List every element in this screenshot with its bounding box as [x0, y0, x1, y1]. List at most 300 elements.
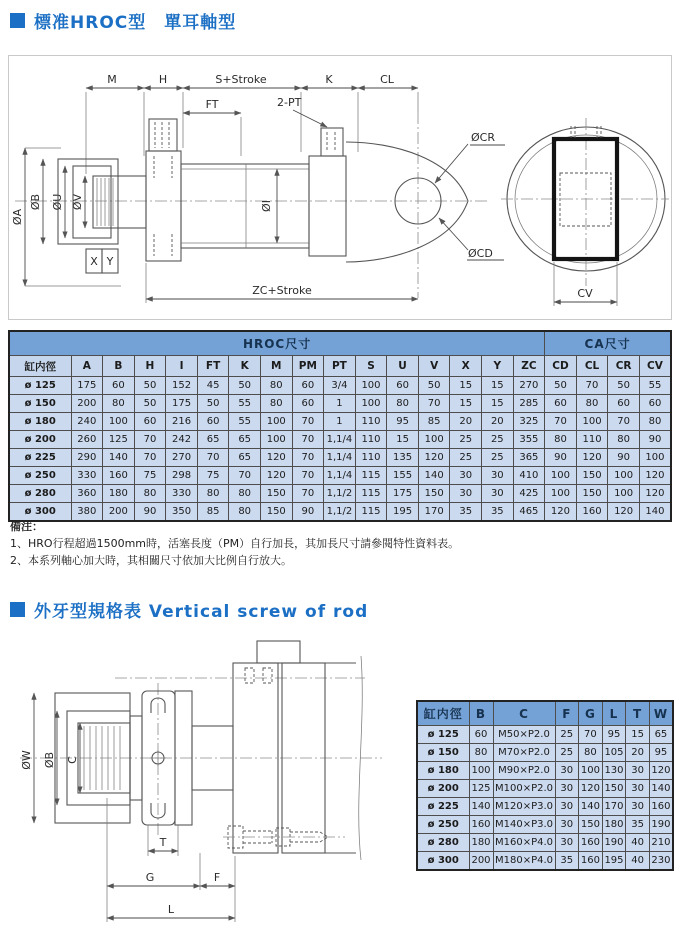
cell: 65	[229, 449, 261, 467]
cell: M140×P3.0	[493, 816, 555, 834]
row-header-bore: ø 200	[417, 780, 469, 798]
cell: 360	[71, 485, 103, 503]
cell: 65	[649, 726, 673, 744]
cell: 80	[260, 377, 292, 395]
column-header: M	[260, 356, 292, 377]
table-row	[417, 780, 673, 798]
cell: 120	[579, 780, 603, 798]
cell: 70	[292, 485, 324, 503]
cell: 70	[418, 395, 450, 413]
cell: 1,1/4	[324, 431, 356, 449]
row-header-bore: ø 300	[417, 852, 469, 871]
row-header-bore: ø 280	[417, 834, 469, 852]
column-header: I	[166, 356, 198, 377]
cell: 50	[134, 395, 166, 413]
cell: 60	[387, 377, 419, 395]
cell: 20	[626, 744, 650, 762]
cell: 100	[545, 467, 577, 485]
cell: 180	[103, 485, 135, 503]
table-row	[417, 834, 673, 852]
cell: 210	[649, 834, 673, 852]
hroc-drawing	[9, 56, 671, 319]
cell: 140	[649, 780, 673, 798]
cell: 125	[103, 431, 135, 449]
cell: 15	[450, 395, 482, 413]
dim-label-m: M	[107, 73, 117, 86]
table-row	[9, 431, 671, 449]
cell: 115	[355, 503, 387, 522]
cell: 50	[197, 395, 229, 413]
row-header-bore: ø 300	[9, 503, 71, 522]
dim-label-cv: CV	[577, 287, 593, 300]
cell: 15	[482, 395, 514, 413]
cell: 30	[450, 485, 482, 503]
cell: 120	[649, 762, 673, 780]
cell: 60	[608, 395, 640, 413]
table-row	[417, 726, 673, 744]
cell: 190	[602, 834, 626, 852]
note-line-1: 1、HRO行程超過1500mm時，活塞長度（PM）自行加長，其加長尺寸請參閱特性資料表。	[10, 537, 460, 550]
end-view	[501, 118, 669, 306]
cell: 100	[355, 395, 387, 413]
table-row	[417, 744, 673, 762]
hroc-dimension-table	[8, 330, 672, 522]
cell: 65	[197, 431, 229, 449]
cell: 120	[639, 485, 671, 503]
cell: 100	[608, 467, 640, 485]
cell: 80	[103, 395, 135, 413]
screw-rod-drawing	[20, 638, 410, 930]
cell: 40	[626, 852, 650, 871]
cell: 30	[626, 798, 650, 816]
column-header: H	[134, 356, 166, 377]
cell: 30	[555, 816, 579, 834]
cell: 160	[579, 834, 603, 852]
cell: 30	[555, 780, 579, 798]
cell: M90×P2.0	[493, 762, 555, 780]
cell: 240	[71, 413, 103, 431]
cell: 95	[387, 413, 419, 431]
cell: 70	[292, 413, 324, 431]
cell: 155	[387, 467, 419, 485]
cylinder-body	[146, 119, 346, 261]
column-header-row	[9, 356, 671, 377]
column-header: PM	[292, 356, 324, 377]
cell: 60	[292, 395, 324, 413]
row-header-bore: ø 225	[417, 798, 469, 816]
cell: 1,1/2	[324, 503, 356, 522]
cell: 290	[71, 449, 103, 467]
cell: 100	[260, 413, 292, 431]
cell: 325	[513, 413, 545, 431]
row-header-bore: ø 280	[9, 485, 71, 503]
cell: 30	[450, 467, 482, 485]
cell: 160	[579, 852, 603, 871]
cell: 150	[602, 780, 626, 798]
hroc-drawing-frame	[8, 55, 672, 320]
cell: 160	[649, 798, 673, 816]
cell: 60	[103, 377, 135, 395]
cell: 195	[387, 503, 419, 522]
dim-label-cl: CL	[380, 73, 394, 86]
cell: M120×P3.0	[493, 798, 555, 816]
cell: 95	[649, 744, 673, 762]
cell: 30	[482, 467, 514, 485]
cell: 85	[197, 503, 229, 522]
dim-label-h: H	[158, 73, 168, 86]
cell: 110	[355, 449, 387, 467]
cell: 80	[197, 485, 229, 503]
dim-label-zc-stroke: ZC+Stroke	[252, 284, 312, 297]
row-header-bore: ø 225	[9, 449, 71, 467]
cell: 180	[469, 834, 493, 852]
cell: 200	[71, 395, 103, 413]
dim-label-s-stroke: S+Stroke	[215, 73, 267, 86]
cell: 1	[324, 413, 356, 431]
cell: 60	[469, 726, 493, 744]
cell: M100×P2.0	[493, 780, 555, 798]
cell: 80	[260, 395, 292, 413]
dim-label-g: G	[145, 871, 155, 884]
cell: 355	[513, 431, 545, 449]
cell: 25	[482, 431, 514, 449]
cell: 100	[469, 762, 493, 780]
cell: 70	[197, 449, 229, 467]
column-header: CV	[639, 356, 671, 377]
cell: 75	[134, 467, 166, 485]
cell: 200	[469, 852, 493, 871]
column-header: CR	[608, 356, 640, 377]
cell: 1	[324, 395, 356, 413]
notes-title: 備注：	[10, 520, 43, 533]
column-header: B	[469, 701, 493, 726]
dim-label-c: C	[66, 756, 79, 764]
cell: 95	[602, 726, 626, 744]
group-header-ca: CA尺寸	[545, 331, 671, 356]
cell: 80	[229, 485, 261, 503]
cell: 110	[576, 431, 608, 449]
column-header: G	[579, 701, 603, 726]
clevis-ear	[346, 131, 505, 262]
cell: 60	[545, 395, 577, 413]
section2-title-text: 外牙型規格表 Vertical screw of rod	[34, 602, 369, 622]
hroc-table-body	[9, 377, 671, 522]
cell: 60	[134, 413, 166, 431]
cell: 35	[626, 816, 650, 834]
cell: 80	[639, 413, 671, 431]
screw-rod-table	[416, 700, 674, 871]
column-header: 缸内徑	[9, 356, 71, 377]
cell: 55	[229, 413, 261, 431]
cell: 15	[482, 377, 514, 395]
column-header: V	[418, 356, 450, 377]
cell: 180	[602, 816, 626, 834]
cell: 15	[387, 431, 419, 449]
cell: 100	[418, 431, 450, 449]
group-header-row	[9, 331, 671, 356]
cell: 1,1/2	[324, 485, 356, 503]
cell: 175	[387, 485, 419, 503]
dim-label-dia-b: ØB	[29, 193, 42, 211]
note-line-2: 2、本系列軸心加大時，其相關尺寸依加大比例自行放大。	[10, 554, 292, 567]
cell: 135	[387, 449, 419, 467]
cell: 120	[260, 449, 292, 467]
cell: 365	[513, 449, 545, 467]
cell: M160×P4.0	[493, 834, 555, 852]
cell: 120	[639, 467, 671, 485]
cell: 80	[469, 744, 493, 762]
cell: 35	[482, 503, 514, 522]
cell: M70×P2.0	[493, 744, 555, 762]
group-header-hroc: HROC尺寸	[9, 331, 545, 356]
dim-label-dia-w: ØW	[20, 750, 33, 770]
cell: 120	[260, 467, 292, 485]
cell: 230	[649, 852, 673, 871]
cell: 20	[450, 413, 482, 431]
cell: 170	[418, 503, 450, 522]
cell: 150	[576, 485, 608, 503]
column-header: Y	[482, 356, 514, 377]
bottom-dimensions	[107, 798, 235, 922]
column-header: C	[493, 701, 555, 726]
cell: 120	[576, 449, 608, 467]
cell: 110	[355, 431, 387, 449]
cell: 30	[555, 798, 579, 816]
cell: 50	[608, 377, 640, 395]
row-header-bore: ø 180	[417, 762, 469, 780]
cell: 150	[260, 485, 292, 503]
cell: 330	[166, 485, 198, 503]
row-header-bore: ø 180	[9, 413, 71, 431]
cell: 75	[197, 467, 229, 485]
cell: 90	[545, 449, 577, 467]
column-header: U	[387, 356, 419, 377]
notes-block	[10, 518, 459, 569]
cell: 465	[513, 503, 545, 522]
cell: 90	[639, 431, 671, 449]
cell: 425	[513, 485, 545, 503]
cell: 100	[579, 762, 603, 780]
cell: 270	[513, 377, 545, 395]
cell: 330	[71, 467, 103, 485]
column-header: A	[71, 356, 103, 377]
cell: 50	[418, 377, 450, 395]
table-row	[9, 449, 671, 467]
cell: 100	[355, 377, 387, 395]
cell: 100	[576, 413, 608, 431]
cell: 55	[639, 377, 671, 395]
column-header: F	[555, 701, 579, 726]
cell: 175	[166, 395, 198, 413]
cell: 350	[166, 503, 198, 522]
cell: 80	[608, 431, 640, 449]
cell: 30	[626, 762, 650, 780]
cell: 30	[555, 834, 579, 852]
cell: 410	[513, 467, 545, 485]
cell: 298	[166, 467, 198, 485]
section2-title	[10, 597, 368, 622]
cell: 140	[579, 798, 603, 816]
cell: 15	[626, 726, 650, 744]
table-row	[9, 485, 671, 503]
cell: 100	[608, 485, 640, 503]
cell: 100	[545, 485, 577, 503]
cell: 15	[450, 377, 482, 395]
cell: 150	[260, 503, 292, 522]
cell: 125	[469, 780, 493, 798]
cell: 60	[197, 413, 229, 431]
column-header: L	[602, 701, 626, 726]
cell: 60	[639, 395, 671, 413]
cell: 285	[513, 395, 545, 413]
cell: 25	[450, 431, 482, 449]
cell: 40	[626, 834, 650, 852]
cell: 100	[103, 413, 135, 431]
cell: 140	[103, 449, 135, 467]
cell: 90	[608, 449, 640, 467]
row-header-bore: ø 125	[417, 726, 469, 744]
cell: 70	[134, 431, 166, 449]
table-row	[9, 413, 671, 431]
cell: 1,1/4	[324, 449, 356, 467]
cell: 85	[418, 413, 450, 431]
dim-label-l: L	[167, 903, 175, 916]
cell: 25	[555, 744, 579, 762]
cell: 150	[576, 467, 608, 485]
rod-diameter-dims	[20, 693, 80, 823]
dim-label-f: F	[213, 871, 221, 884]
row-header-bore: ø 250	[9, 467, 71, 485]
cell: 1,1/4	[324, 467, 356, 485]
cell: 80	[134, 485, 166, 503]
row-header-bore: ø 200	[9, 431, 71, 449]
cell: M180×P4.0	[493, 852, 555, 871]
cell: 65	[229, 431, 261, 449]
table-row	[417, 852, 673, 871]
dim-label-dia-cr: ØCR	[471, 131, 495, 144]
cell: 200	[103, 503, 135, 522]
port-callout	[277, 96, 327, 127]
cell: 195	[602, 852, 626, 871]
cell: 216	[166, 413, 198, 431]
blue-square-icon	[10, 602, 25, 617]
cell: 70	[292, 449, 324, 467]
cell: 70	[545, 413, 577, 431]
table-row	[9, 467, 671, 485]
cell: 30	[482, 485, 514, 503]
row-header-bore: ø 150	[417, 744, 469, 762]
cell: 150	[418, 485, 450, 503]
blue-square-icon	[10, 13, 25, 28]
cell: 190	[649, 816, 673, 834]
cell: 70	[292, 431, 324, 449]
column-header: FT	[197, 356, 229, 377]
cell: 80	[545, 431, 577, 449]
column-header: S	[355, 356, 387, 377]
cell: 130	[602, 762, 626, 780]
column-header: W	[649, 701, 673, 726]
dim-label-dia-i: ØI	[260, 200, 273, 212]
row-header-bore: ø 125	[9, 377, 71, 395]
cell: 242	[166, 431, 198, 449]
section1-title-text: 標准HROC型 單耳軸型	[34, 13, 237, 33]
cell: 25	[482, 449, 514, 467]
cell: 110	[355, 413, 387, 431]
cell: 160	[103, 467, 135, 485]
row-header-bore: ø 250	[417, 816, 469, 834]
table-row	[417, 798, 673, 816]
dim-label-y: Y	[106, 255, 114, 268]
cylinder-flange-group	[223, 641, 362, 860]
cell: 120	[608, 503, 640, 522]
column-header-row	[417, 701, 673, 726]
cell: 50	[229, 377, 261, 395]
column-header: ZC	[513, 356, 545, 377]
column-header: PT	[324, 356, 356, 377]
cell: 160	[469, 816, 493, 834]
cell: 60	[292, 377, 324, 395]
cell: 70	[608, 413, 640, 431]
dim-label-dia-v: ØV	[71, 193, 84, 211]
dim-label-dia-a: ØA	[11, 208, 24, 226]
cell: 35	[555, 852, 579, 871]
column-header: 缸内徑	[417, 701, 469, 726]
column-header: CL	[576, 356, 608, 377]
dim-label-dia-b2: ØB	[43, 751, 56, 769]
cell: 20	[482, 413, 514, 431]
cell: 140	[469, 798, 493, 816]
cell: 25	[450, 449, 482, 467]
column-header: B	[103, 356, 135, 377]
cell: 160	[576, 503, 608, 522]
cell: 260	[71, 431, 103, 449]
cell: 115	[355, 467, 387, 485]
cell: 30	[555, 762, 579, 780]
cell: 80	[576, 395, 608, 413]
cell: 140	[639, 503, 671, 522]
column-header: K	[229, 356, 261, 377]
cell: 80	[387, 395, 419, 413]
rod-end-group	[11, 148, 146, 286]
dim-label-x: X	[90, 255, 98, 268]
column-header: T	[626, 701, 650, 726]
dim-label-dia-cd: ØCD	[468, 247, 493, 260]
cell: 270	[166, 449, 198, 467]
cell: 90	[292, 503, 324, 522]
dim-label-dia-u: ØU	[51, 193, 64, 211]
section1-title	[10, 8, 236, 33]
cell: 30	[626, 780, 650, 798]
table-row	[417, 762, 673, 780]
cell: 90	[134, 503, 166, 522]
cell: 25	[555, 726, 579, 744]
cell: 70	[134, 449, 166, 467]
table-row	[417, 816, 673, 834]
top-dimension-chain	[86, 73, 418, 174]
cell: 120	[545, 503, 577, 522]
ft-dimension	[183, 98, 241, 156]
cell: 120	[418, 449, 450, 467]
cell: 150	[579, 816, 603, 834]
table-row	[9, 395, 671, 413]
zc-dimension	[146, 263, 418, 303]
dim-label-t: T	[159, 836, 167, 849]
cell: 45	[197, 377, 229, 395]
dim-label-2pt: 2-PT	[277, 96, 302, 109]
cell: 175	[71, 377, 103, 395]
cell: 50	[545, 377, 577, 395]
cell: 70	[576, 377, 608, 395]
